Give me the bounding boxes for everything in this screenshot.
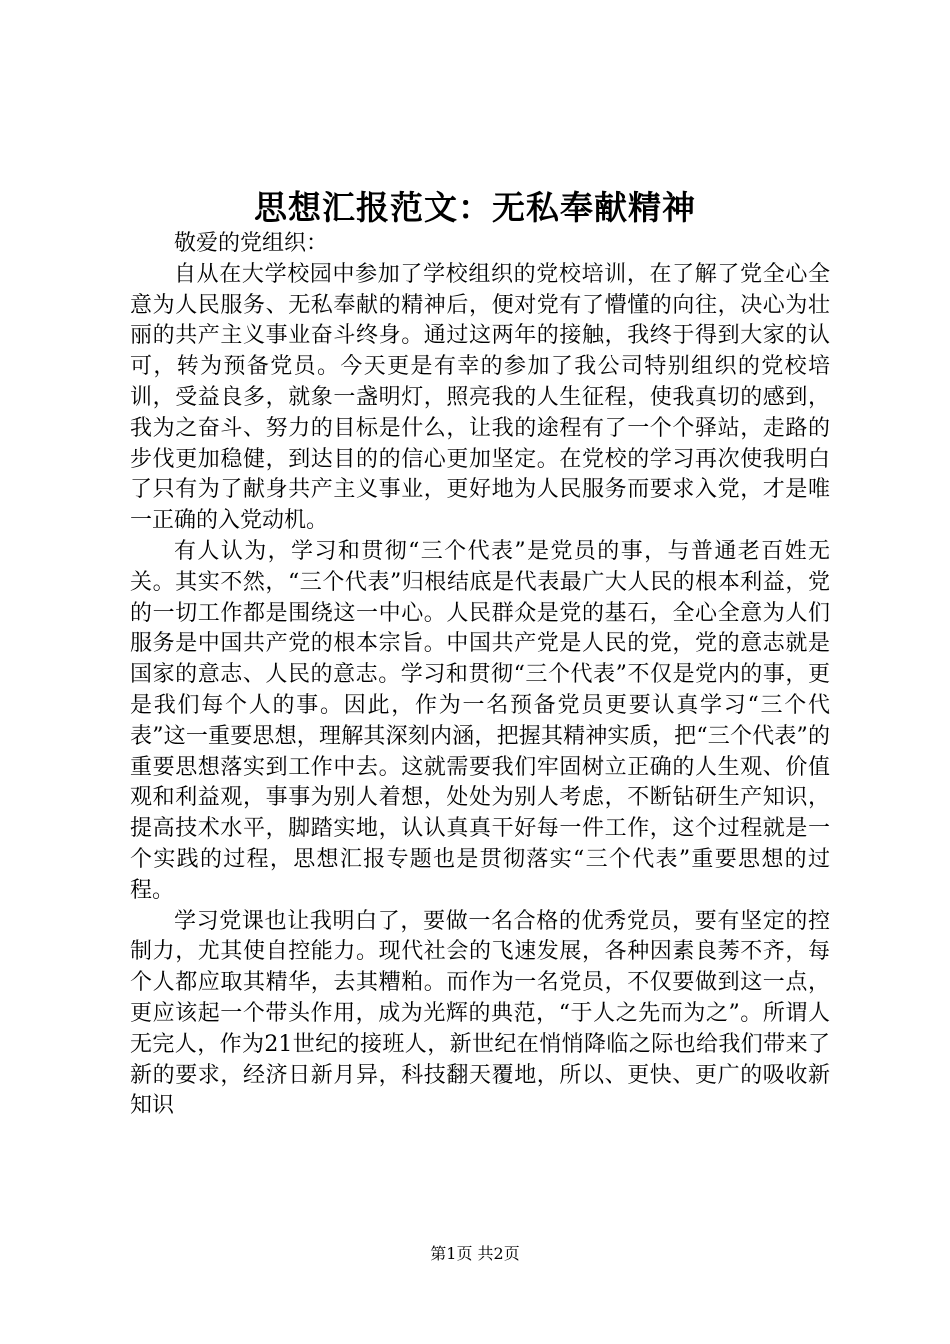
page-footer	[0, 1243, 950, 1265]
paragraph-1: 自从在大学校园中参加了学校组织的党校培训，在了解了党全心全意为人民服务、无私奉献的精神后，便对党有了懵懂的向往，决心为壮丽的共产主义事业奋斗终身。通过这两年的接触，我终于得到大家的认可，转为预备党员。今天更是有幸的参加了我公司特别组织的党校培训，受益良多，就象一盏明灯，照亮我的人生征程，使我真切的感到，我为之奋斗、努力的目标是什么，让我的途程有了一个个驿站，走路的步伐更加稳健，到达目的的信心更加坚定。在党校的学习再次使我明白了只有为了献身共产主义事业，更好地为人民服务而要求入党，才是唯一正确的入党动机。	[130, 261, 830, 534]
page-indicator: 第1页 共2页	[430, 1244, 520, 1263]
salutation: 敬爱的党组织：	[174, 231, 329, 256]
document-title: 思想汇报范文：无私奉献精神	[254, 188, 696, 227]
document-body	[130, 229, 830, 1122]
paragraph-3: 学习党课也让我明白了，要做一名合格的优秀党员，要有坚定的控制力，尤其使自控能力。现代社会的飞速发展，各种因素良莠不齐，每个人都应取其精华，去其糟粕。而作为一名党员，不仅要做到这一点，更应该起一个带头作用，成为光辉的典范，“于人之先而为之”。所谓人无完人，作为21世纪的接班人，新世纪在悄悄降临之际也给我们带来了新的要求，经济日新月异，科技翻天覆地，所以、更快、更广的吸收新知识	[130, 908, 830, 1119]
paragraph-2: 有人认为，学习和贯彻“三个代表”是党员的事，与普通老百姓无关。其实不然，“三个代表”归根结底是代表最广大人民的根本利益，党的一切工作都是围绕这一中心。人民群众是党的基石，全心全意为人们服务是中国共产党的根本宗旨。中国共产党是人民的党，党的意志就是国家的意志、人民的意志。学习和贯彻“三个代表”不仅是党内的事，更是我们每个人的事。因此，作为一名预备党员更要认真学习“三个代表”这一重要思想，理解其深刻内涵，把握其精神实质，把“三个代表”的重要思想落实到工作中去。这就需要我们牢固树立正确的人生观、价值观和利益观，事事为别人着想，处处为别人考虑，不断钻研生产知识，提高技术水平，脚踏实地，认认真真干好每一件工作，这个过程就是一个实践的过程，思想汇报专题也是贯彻落实“三个代表”重要思想的过程。	[130, 538, 830, 903]
